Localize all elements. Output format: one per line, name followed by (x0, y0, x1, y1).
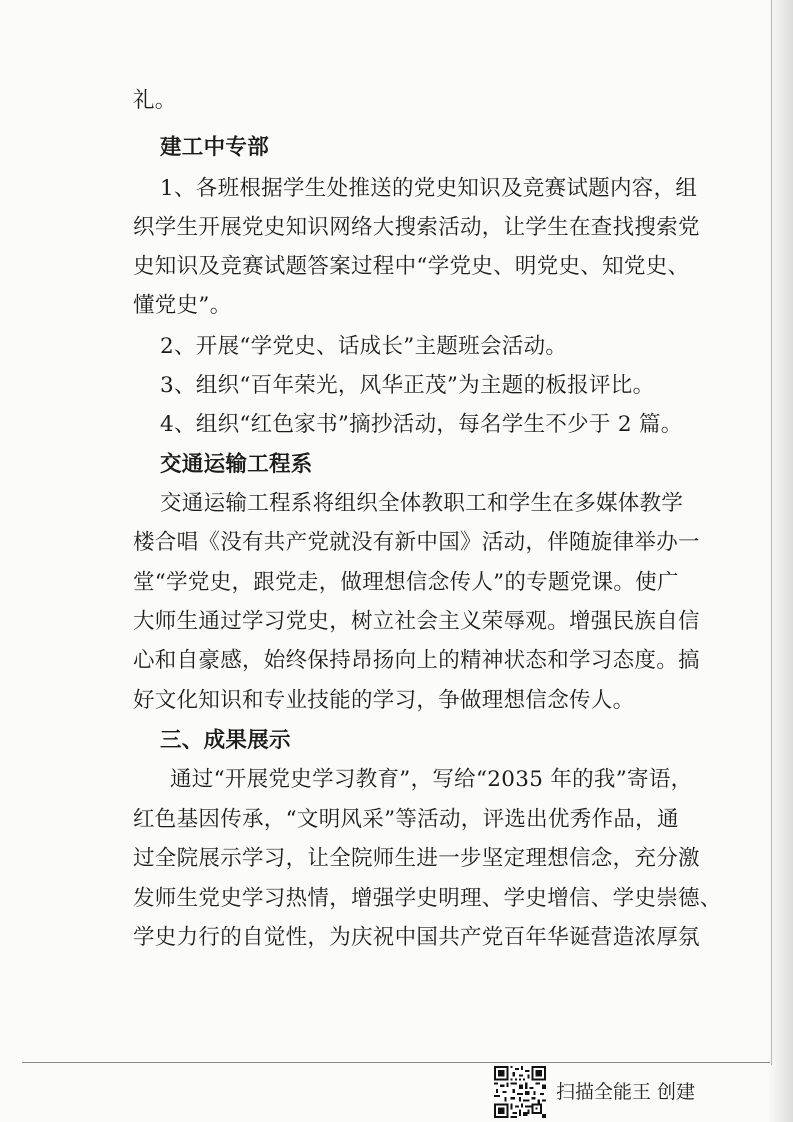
text-line: 3、组织“百年荣光，风华正茂”为主题的板报评比。 (160, 373, 655, 398)
text-line: 心和自豪感，始终保持昂扬向上的精神状态和学习态度。搞 (133, 648, 700, 673)
qr-code-icon (494, 1066, 546, 1118)
text-line: 交通运输工程系将组织全体教职工和学生在多媒体教学 (160, 491, 684, 516)
text-line: 好文化知识和专业技能的学习，争做理想信念传人。 (133, 688, 635, 713)
text-line: 织学生开展党史知识网络大搜索活动，让学生在查找搜索党 (133, 215, 700, 240)
text-line: 发师生党史学习热情，增强学史明理、学史增信、学史崇德、 (133, 886, 722, 911)
footer-rule (22, 1062, 770, 1063)
text-line: 过全院展示学习，让全院师生进一步坚定理想信念，充分激 (133, 846, 700, 871)
section-heading-jiaotong: 交通运输工程系 (160, 452, 313, 477)
text-line: 4、组织“红色家书”摘抄活动，每名学生不少于 2 篇。 (160, 412, 683, 437)
text-line: 红色基因传承，“文明风采”等活动，评选出优秀作品，通 (133, 807, 679, 832)
text-line: 2、开展“学党史、话成长”主题班会活动。 (160, 334, 568, 359)
page-edge-shadow (767, 0, 793, 1122)
text-line: 通过“开展党史学习教育”，写给“2035 年的我”寄语， (170, 767, 693, 792)
text-line: 礼。 (133, 88, 177, 113)
text-line: 楼合唱《没有共产党就没有新中国》活动，伴随旋律举办一 (133, 530, 700, 555)
text-line: 懂党史”。 (133, 293, 232, 318)
text-line: 史知识及竞赛试题答案过程中“学党史、明党史、知党史、 (133, 254, 690, 279)
scanner-watermark-label: 扫描全能王 创建 (556, 1081, 696, 1103)
text-line: 1、各班根据学生处推送的党史知识及竞赛试题内容，组 (160, 176, 698, 201)
text-line: 堂“学党史，跟党走，做理想信念传人”的专题党课。使广 (133, 570, 679, 595)
text-line: 大师生通过学习党史，树立社会主义荣辱观。增强民族自信 (133, 609, 700, 634)
text-line: 学史力行的自觉性，为庆祝中国共产党百年华诞营造浓厚氛 (133, 925, 700, 950)
section-heading-jiangong: 建工中专部 (160, 135, 270, 160)
section-heading-results: 三、成果展示 (160, 728, 291, 753)
